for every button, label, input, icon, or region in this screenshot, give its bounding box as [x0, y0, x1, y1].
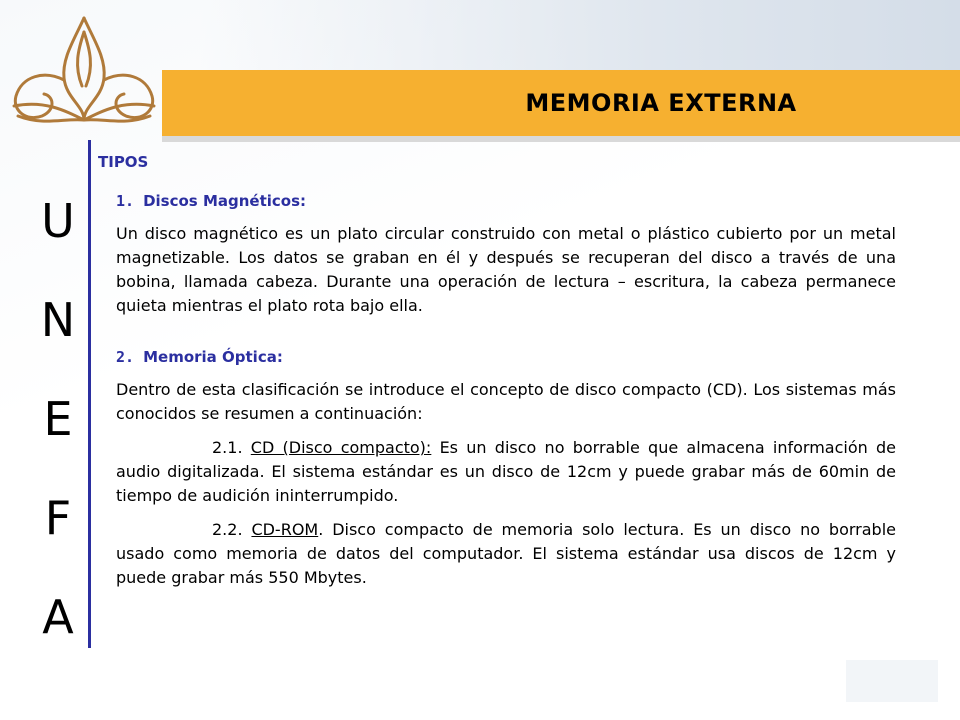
item-term: CD-ROM	[251, 520, 319, 539]
section2-item-cd	[116, 436, 896, 508]
section1-body: Un disco magnético es un plato circular construido con metal o plástico cubierto por un metal magnetizable. Los datos se graban en él y después se recuperan del disco a través de una bobina, llamada cabeza. Durante una operación de lectura – escritura, la cabeza permanece quieta mientras el plato rota bajo ella.	[116, 224, 896, 315]
section2-number: 2.	[116, 348, 135, 366]
section1-label: Discos Magnéticos:	[143, 192, 307, 210]
section2-body: Dentro de esta clasificación se introduce el concepto de disco compacto (CD). Los sistemas más conocidos se resumen a continuación:	[116, 380, 896, 423]
section2-title	[116, 346, 896, 368]
section1-number: 1.	[116, 192, 135, 210]
item-number: 2.2.	[212, 520, 243, 539]
item-text: Es un disco no borrable que almacena información de audio digitalizada. El sistema estándar es un disco de 12cm y puede grabar más de 60min de tiempo de audición ininterrumpido.	[116, 438, 897, 505]
side-letter: F	[44, 491, 72, 545]
title-bar	[162, 70, 960, 136]
side-letter: A	[42, 590, 74, 644]
slide-title: MEMORIA EXTERNA	[525, 89, 797, 117]
side-letter: U	[41, 194, 75, 248]
top-decorative-band	[200, 0, 960, 70]
slide-content	[116, 190, 896, 590]
section2-label: Memoria Óptica:	[143, 348, 283, 366]
tipos-heading: TIPOS	[98, 153, 149, 171]
ornament-icon	[4, 10, 164, 135]
item-term: CD (Disco compacto):	[250, 438, 432, 457]
corner-decoration	[846, 660, 938, 702]
item-text: . Disco compacto de memoria solo lectura. Es un disco no borrable usado como memoria de datos del computador. El sistema estándar usa discos de 12cm y puede grabar más 550 Mbytes.	[116, 520, 897, 587]
side-letter: N	[40, 293, 76, 347]
section1-title	[116, 190, 896, 212]
vertical-divider	[88, 140, 91, 648]
item-number: 2.1.	[212, 438, 243, 457]
section2-item-cdrom	[116, 518, 896, 590]
side-acronym	[36, 172, 80, 667]
side-letter: E	[43, 392, 73, 446]
